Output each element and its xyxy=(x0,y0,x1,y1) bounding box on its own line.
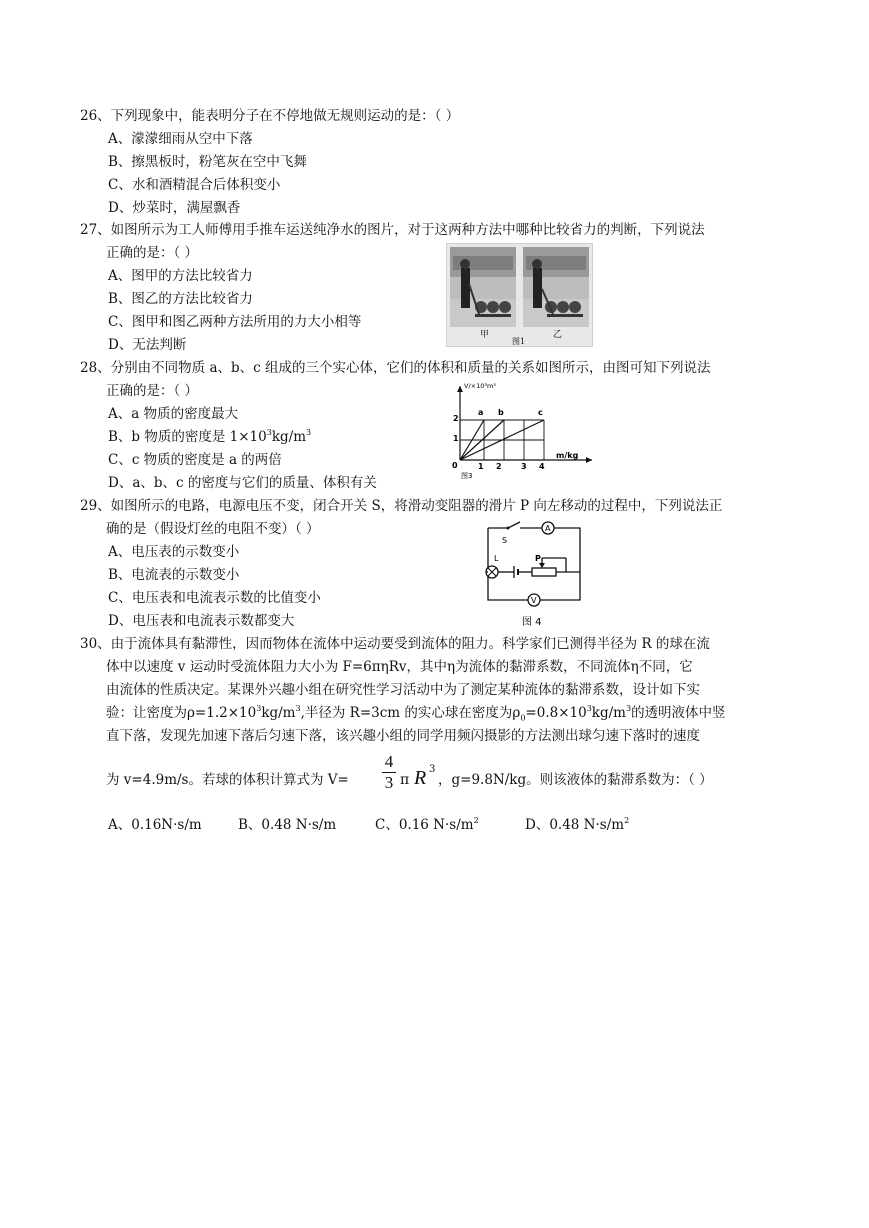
q28-stem-line2: 正确的是：（ ） xyxy=(106,383,199,399)
q29-option-c: C、电压表和电流表示数的比值变小 xyxy=(108,590,321,606)
q28-option-d: D、a、b、c 的密度与它们的质量、体积有关 xyxy=(108,475,377,491)
q30-line5: 直下落，发现先加速下落后匀速下落，该兴趣小组的同学用频闪摄影的方法测出球匀速下落时的速度 xyxy=(106,728,700,744)
graph-y-axis-label: V/×10³m³ xyxy=(464,382,496,390)
q30-line2: 体中以速度 v 运动时受流体阻力大小为 F=6πηRv，其中η为流体的黏滞系数，不同流体η不同，它 xyxy=(106,659,693,675)
lamp-label: L xyxy=(494,554,499,563)
q28-option-c: C、c 物质的密度是 a 的两倍 xyxy=(108,452,282,468)
q27-fig-caption: 图1 xyxy=(512,337,526,346)
fraction-numerator: 4 xyxy=(384,752,394,771)
formula-pi: π xyxy=(400,772,410,788)
q29-option-a: A、电压表的示数变小 xyxy=(108,544,240,560)
circuit-caption: 图 4 xyxy=(522,617,542,628)
q26-stem: 26、下列现象中，能表明分子在不停地做无规则运动的是：（ ） xyxy=(80,108,460,124)
q26-option-c: C、水和酒精混合后体积变小 xyxy=(108,177,281,193)
q30-option-d: D、0.48 $N\cdot s/m^2$ xyxy=(525,816,630,833)
formula-r: R xyxy=(414,767,427,789)
q30-option-b: B、0.48 N·s/m xyxy=(238,817,337,833)
graph-series-label-a: a xyxy=(478,408,484,417)
q29-circuit xyxy=(478,514,590,628)
cart-photos-image xyxy=(447,244,592,346)
graph-xtick-3: 3 xyxy=(521,462,527,471)
graph-series-label-c: c xyxy=(538,408,543,417)
formula-exponent: 3 xyxy=(429,764,436,775)
graph-origin-label: 0 xyxy=(452,461,458,470)
graph-ytick-1: 1 xyxy=(453,434,459,443)
q27-fig-label-right: 乙 xyxy=(553,330,563,340)
rheostat-icon xyxy=(532,568,556,576)
q28-stem-line1: 28、分别由不同物质 a、b、c 组成的三个实心体，它们的体积和质量的关系如图所示，由图可知下列说法 xyxy=(80,360,711,376)
q27-fig-label-left: 甲 xyxy=(480,330,490,340)
q28-option-b: B、b 物质的密度是 $1\times 10^3kg/m^3$ xyxy=(108,428,312,445)
q30-option-c: C、0.16 $N\cdot s/m^2$ xyxy=(375,816,479,833)
q27-stem-line1: 27、如图所示为工人师傅用手推车运送纯净水的图片，对于这两种方法中哪种比较省力的判断，下列说法 xyxy=(80,222,705,238)
q27-option-a: A、图甲的方法比较省力 xyxy=(108,268,253,284)
q30-line1: 30、由于流体具有黏滞性，因而物体在流体中运动要受到流体的阻力。科学家们已测得半径为 R 的球在流 xyxy=(80,636,710,652)
graph-series-label-b: b xyxy=(498,408,504,417)
ammeter-label: A xyxy=(545,524,551,533)
q30-line6-suffix: ，g=9.8N/kg。则该液体的黏滞系数为：（ ） xyxy=(438,772,713,788)
q27-figure xyxy=(446,243,593,347)
q27-option-c: C、图甲和图乙两种方法所用的力大小相等 xyxy=(108,314,362,330)
q29-option-b: B、电流表的示数变小 xyxy=(108,567,240,583)
q28-graph xyxy=(446,380,596,480)
switch-label: S xyxy=(502,536,508,545)
q26-option-a: A、濛濛细雨从空中下落 xyxy=(108,131,253,147)
graph-ytick-2: 2 xyxy=(453,414,459,423)
q26-option-b: B、擦黑板时，粉笔灰在空中飞舞 xyxy=(108,154,307,170)
slider-label: P xyxy=(535,554,541,563)
volume-formula xyxy=(382,752,396,793)
q29-option-d: D、电压表和电流表示数都变大 xyxy=(108,613,295,629)
graph-xtick-1: 1 xyxy=(478,462,484,471)
graph-xtick-2: 2 xyxy=(496,462,502,471)
q30-line4: 验：让密度为$\rho=1.2\times 10^3kg/m^3$,半径为 R=3cm 的实心球在密度为$\rho_0=0.8\times 10^3kg/m^3$的透明液体中竖 xyxy=(106,704,726,723)
q27-option-d: D、无法判断 xyxy=(108,337,187,353)
q30-line6-prefix: 为 v=4.9m/s。若球的体积计算式为 V= xyxy=(106,772,349,788)
q30-option-a: A、0.16N·s/m xyxy=(108,817,202,833)
graph-caption: 图3 xyxy=(461,472,473,480)
graph-xtick-4: 4 xyxy=(539,462,545,471)
fraction-denominator: 3 xyxy=(384,773,394,792)
q30-line3: 由流体的性质决定。某课外兴趣小组在研究性学习活动中为了测定某种流体的黏滞系数，设计如下实 xyxy=(106,682,700,698)
density-graph-svg xyxy=(446,380,596,480)
q29-stem-line1: 29、如图所示的电路，电源电压不变，闭合开关 S，将滑动变阻器的滑片 P 向左移动的过程中，下列说法正 xyxy=(80,498,723,514)
q29-stem-line2: 确的是（假设灯丝的电阻不变）（ ） xyxy=(106,521,320,537)
q26-option-d: D、炒菜时，满屋飘香 xyxy=(108,200,241,216)
voltmeter-label: V xyxy=(531,596,537,605)
q28-option-a: A、a 物质的密度最大 xyxy=(108,406,239,422)
graph-x-axis-label: m/kg xyxy=(556,451,579,460)
q27-stem-line2: 正确的是：（ ） xyxy=(106,245,199,261)
q27-option-b: B、图乙的方法比较省力 xyxy=(108,291,253,307)
circuit-diagram-svg xyxy=(478,514,590,628)
